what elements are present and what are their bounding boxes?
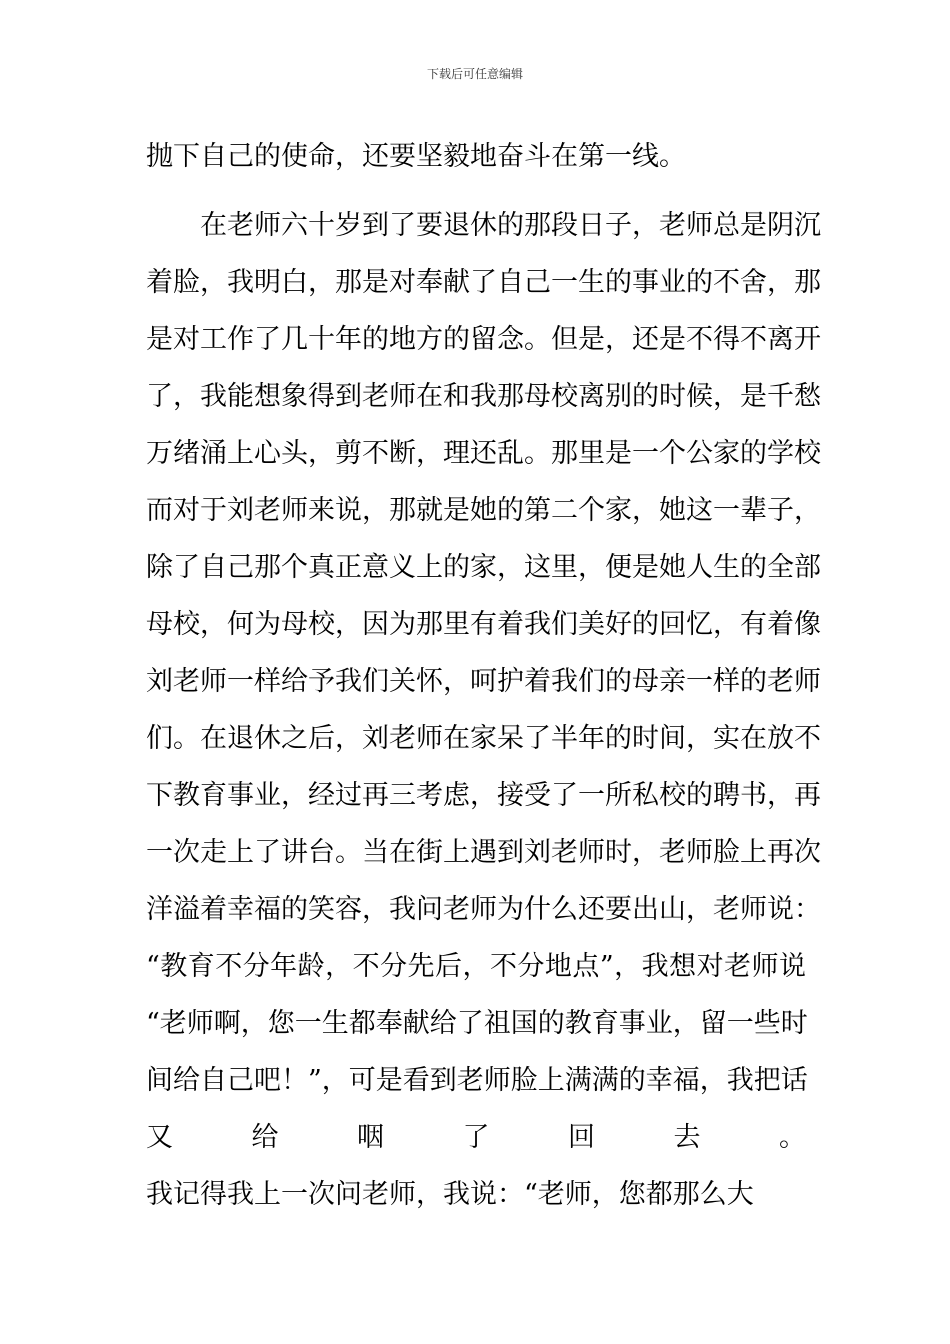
paragraph-line: 而对于刘老师来说，那就是她的第二个家，她这一辈子， (146, 495, 821, 526)
header-note: 下载后可任意编辑 (426, 67, 523, 81)
paragraph-gap (146, 185, 806, 197)
paragraph-line: 是对工作了几十年的地方的留念。但是，还是不得不离开 (146, 324, 821, 355)
paragraph-line: 一次走上了讲台。当在街上遇到刘老师时，老师脸上再次 (146, 837, 821, 868)
paragraph-line: 万绪涌上心头，剪不断，理还乱。那里是一个公家的学校 (146, 438, 821, 469)
paragraph-line: 在老师六十岁到了要退休的那段日子，老师总是阴沉 (200, 210, 821, 241)
paragraph-line: 着脸，我明白，那是对奉献了自己一生的事业的不舍，那 (146, 267, 821, 298)
paragraph-line: 刘老师一样给予我们关怀，呵护着我们的母亲一样的老师 (146, 666, 821, 697)
paragraph-line: “教育不分年龄，不分先后，不分地点”，我想对老师说 (146, 951, 806, 982)
paragraph-gap (146, 1223, 806, 1235)
paragraph-line: 了，我能想象得到老师在和我那母校离别的时候，是千愁 (146, 381, 821, 412)
paragraph-line: 下教育事业，经过再三考虑，接受了一所私校的聘书，再 (146, 780, 821, 811)
paragraph-line: “老师啊，您一生都奉献给了祖国的教育事业，留一些时 (146, 1008, 808, 1039)
paragraph-line: 间给自己吧！”，可是看到老师脸上满满的幸福，我把话 (146, 1065, 808, 1096)
paragraph-line: 除了自己那个真正意义上的家，这里，便是她人生的全部 (146, 552, 821, 583)
document-body (146, 128, 821, 1292)
paragraph-line (146, 1235, 806, 1292)
paragraph-line: 抛下自己的使命，还要坚毅地奋斗在第一线。 (146, 141, 686, 172)
paragraph-line: 洋溢着幸福的笑容，我问老师为什么还要出山，老师说： (146, 894, 821, 925)
paragraph-line: 母校，何为母校，因为那里有着我们美好的回忆，有着像 (146, 609, 821, 640)
paragraph-line: 又给咽了回去。 (146, 1122, 806, 1153)
paragraph-line: 我记得我上一次问老师，我说：“老师，您都那么大 (146, 1179, 754, 1210)
paragraph-line: 们。在退休之后，刘老师在家呆了半年的时间，实在放不 (146, 723, 821, 754)
